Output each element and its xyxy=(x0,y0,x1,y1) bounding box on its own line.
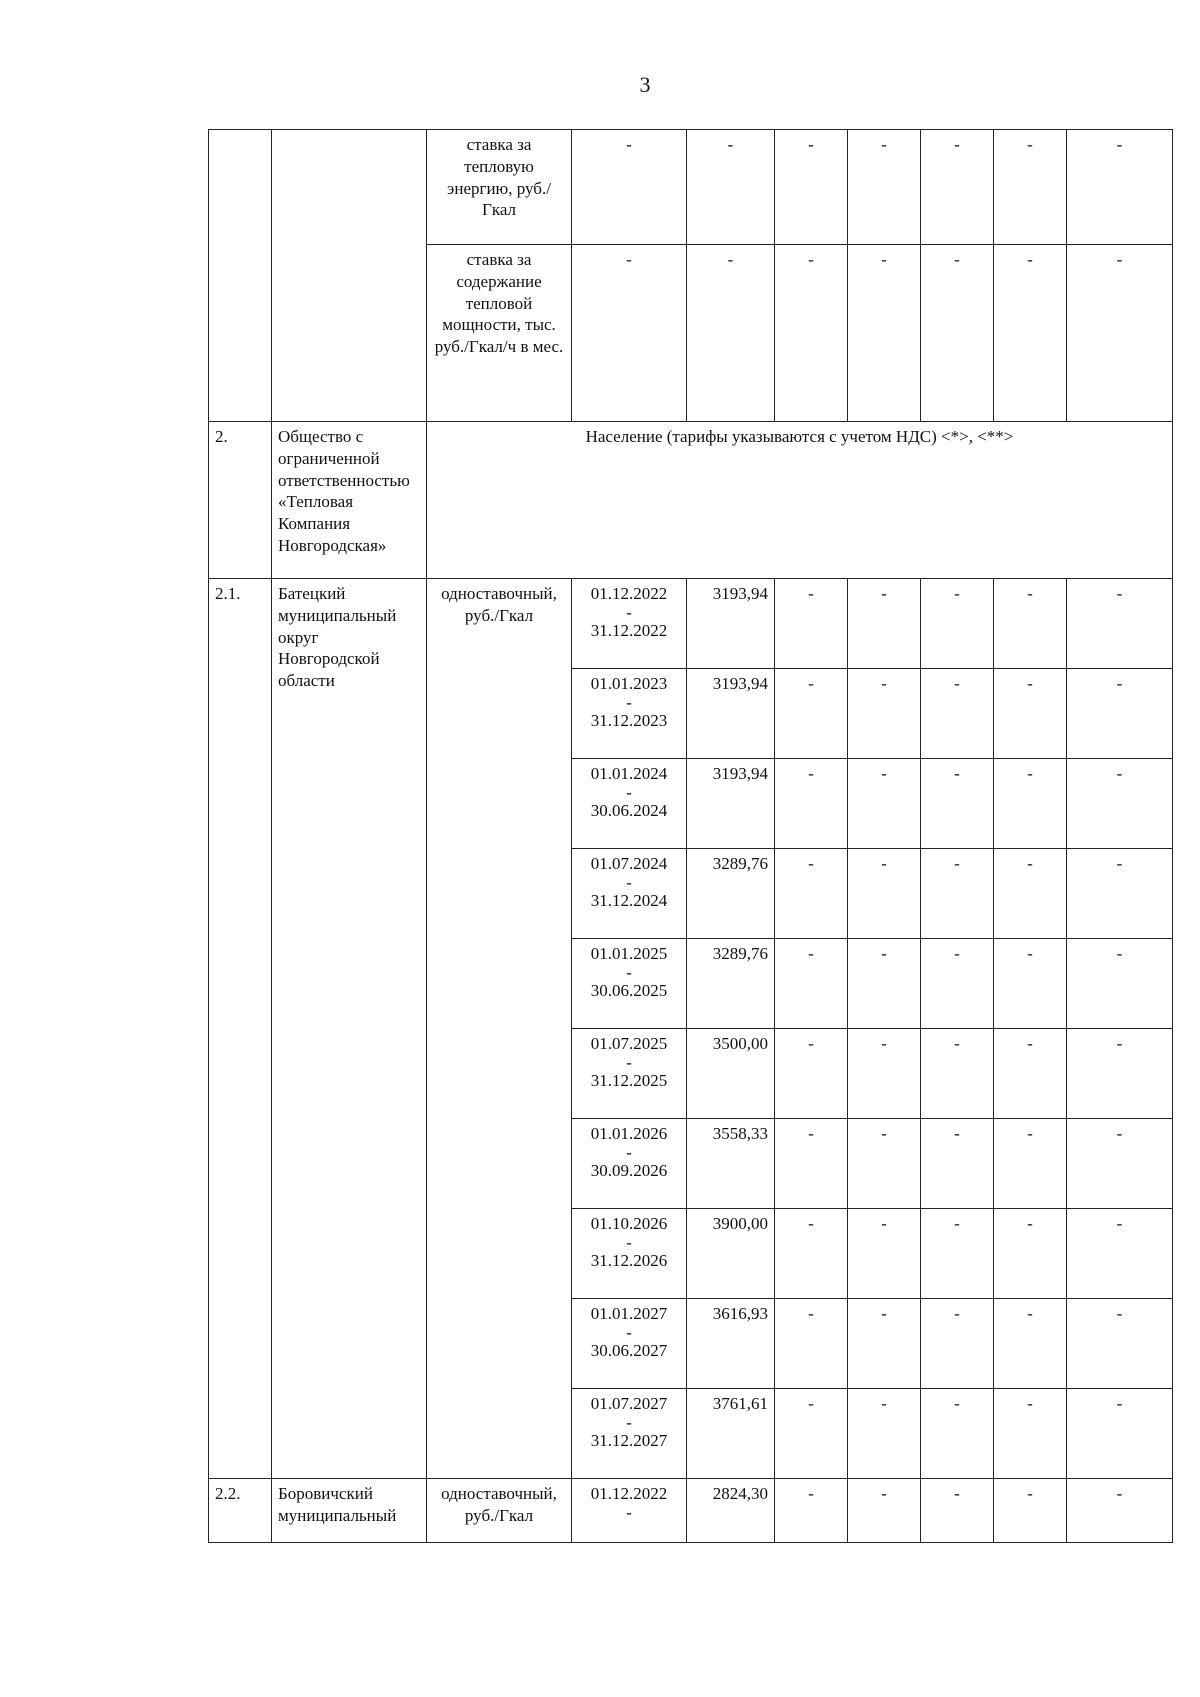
period-from: 01.10.2026 xyxy=(590,1214,668,1233)
dash-cell: - xyxy=(848,579,921,669)
rate-label: ставка за содержание тепловой мощности, тыс. руб./Гкал/ч в мес. xyxy=(427,245,572,422)
period-cell xyxy=(572,939,687,1029)
tariff-value: 3289,76 xyxy=(687,849,775,939)
period-from: 01.01.2026 xyxy=(590,1124,668,1143)
period-separator: - xyxy=(626,1052,632,1072)
dash-cell: - xyxy=(921,849,994,939)
dash-cell: - xyxy=(1067,849,1173,939)
period-cell xyxy=(572,1299,687,1389)
tariff-value: 3289,76 xyxy=(687,939,775,1029)
period-from: 01.07.2024 xyxy=(590,854,668,873)
dash-cell: - xyxy=(994,1119,1067,1209)
period-cell xyxy=(572,1479,687,1543)
dash-cell: - xyxy=(921,245,994,422)
dash-cell: - xyxy=(921,1209,994,1299)
period-from: 01.12.2022 xyxy=(590,584,668,603)
dash-cell: - xyxy=(921,1029,994,1119)
period-separator: - xyxy=(626,1322,632,1342)
dash-cell: - xyxy=(848,1209,921,1299)
dash-cell: - xyxy=(775,245,848,422)
dash-cell: - xyxy=(1067,1299,1173,1389)
period-separator: - xyxy=(626,872,632,892)
period-cell xyxy=(572,579,687,669)
period-separator: - xyxy=(626,602,632,622)
dash-cell: - xyxy=(848,130,921,245)
dash-cell: - xyxy=(775,759,848,849)
period-to: 30.06.2027 xyxy=(590,1341,668,1361)
dash-cell: - xyxy=(994,759,1067,849)
period-from: 01.01.2027 xyxy=(590,1304,668,1323)
dash-cell: - xyxy=(994,1389,1067,1479)
period-separator: - xyxy=(626,1412,632,1432)
period-separator: - xyxy=(626,1232,632,1252)
dash-cell: - xyxy=(775,849,848,939)
period-separator: - xyxy=(626,782,632,802)
period-from: 01.07.2025 xyxy=(590,1034,668,1053)
dash-cell: - xyxy=(687,245,775,422)
page-number: 3 xyxy=(639,72,651,97)
tariff-value: 3193,94 xyxy=(687,669,775,759)
period-to: 31.12.2027 xyxy=(590,1431,668,1451)
period-to: 31.12.2025 xyxy=(590,1071,668,1091)
section-number: 2. xyxy=(209,422,272,579)
dash-cell: - xyxy=(994,579,1067,669)
table-row xyxy=(209,579,1173,669)
tariff-value: 2824,30 xyxy=(687,1479,775,1543)
tariff-table xyxy=(208,129,1173,1543)
dash-cell: - xyxy=(848,245,921,422)
dash-cell: - xyxy=(775,130,848,245)
tariff-value: 3900,00 xyxy=(687,1209,775,1299)
rate-label: ставка за тепловую энергию, руб./Гкал xyxy=(427,130,572,245)
period-cell xyxy=(572,1119,687,1209)
dash-cell: - xyxy=(848,849,921,939)
empty-number-cell xyxy=(209,130,272,422)
period-to: 31.12.2026 xyxy=(590,1251,668,1271)
dash-cell: - xyxy=(572,245,687,422)
tariff-value: 3616,93 xyxy=(687,1299,775,1389)
dash-cell: - xyxy=(994,939,1067,1029)
period-from: 01.07.2027 xyxy=(590,1394,668,1413)
dash-cell: - xyxy=(921,1299,994,1389)
period-cell xyxy=(572,669,687,759)
dash-cell: - xyxy=(994,1299,1067,1389)
dash-cell: - xyxy=(848,669,921,759)
period-cell xyxy=(572,1209,687,1299)
period-cell xyxy=(572,849,687,939)
dash-cell: - xyxy=(775,939,848,1029)
tariff-value: 3500,00 xyxy=(687,1029,775,1119)
tariff-type: одноставочный, руб./Гкал xyxy=(427,579,572,1479)
dash-cell: - xyxy=(775,1479,848,1543)
dash-cell: - xyxy=(572,130,687,245)
district-name: Боровичский муниципальный xyxy=(272,1479,427,1543)
period-to: 30.09.2026 xyxy=(590,1161,668,1181)
dash-cell: - xyxy=(775,1389,848,1479)
period-separator: - xyxy=(626,962,632,982)
row-number: 2.2. xyxy=(209,1479,272,1543)
dash-cell: - xyxy=(1067,579,1173,669)
consumer-category: Население (тарифы указываются с учетом НДС) <*>, <**> xyxy=(427,422,1173,579)
dash-cell: - xyxy=(848,939,921,1029)
dash-cell: - xyxy=(848,1299,921,1389)
dash-cell: - xyxy=(994,130,1067,245)
dash-cell: - xyxy=(921,1479,994,1543)
dash-cell: - xyxy=(1067,1029,1173,1119)
period-from: 01.12.2022 xyxy=(590,1484,668,1503)
dash-cell: - xyxy=(1067,1479,1173,1543)
period-to: 30.06.2025 xyxy=(590,981,668,1001)
dash-cell: - xyxy=(921,1119,994,1209)
dash-cell: - xyxy=(775,1299,848,1389)
district-name: Батецкий муниципальный округ Новгородской области xyxy=(272,579,427,1479)
period-separator: - xyxy=(626,1502,632,1522)
period-from: 01.01.2025 xyxy=(590,944,668,963)
period-to: 31.12.2023 xyxy=(590,711,668,731)
empty-name-cell xyxy=(272,130,427,422)
dash-cell: - xyxy=(848,1119,921,1209)
period-from: 01.01.2024 xyxy=(590,764,668,783)
dash-cell: - xyxy=(1067,130,1173,245)
dash-cell: - xyxy=(775,669,848,759)
dash-cell: - xyxy=(1067,939,1173,1029)
organization-name: Общество с ограниченной ответственностью «Тепловая Компания Новгородская» xyxy=(272,422,427,579)
dash-cell: - xyxy=(921,579,994,669)
dash-cell: - xyxy=(848,759,921,849)
tariff-value: 3761,61 xyxy=(687,1389,775,1479)
dash-cell: - xyxy=(687,130,775,245)
period-from: 01.01.2023 xyxy=(590,674,668,693)
period-to: 31.12.2022 xyxy=(590,621,668,641)
dash-cell: - xyxy=(921,1389,994,1479)
dash-cell: - xyxy=(775,579,848,669)
dash-cell: - xyxy=(775,1119,848,1209)
dash-cell: - xyxy=(1067,1389,1173,1479)
row-number: 2.1. xyxy=(209,579,272,1479)
dash-cell: - xyxy=(775,1029,848,1119)
dash-cell: - xyxy=(1067,245,1173,422)
dash-cell: - xyxy=(848,1029,921,1119)
period-cell xyxy=(572,759,687,849)
dash-cell: - xyxy=(994,1479,1067,1543)
period-to: 30.06.2024 xyxy=(590,801,668,821)
period-separator: - xyxy=(626,692,632,712)
dash-cell: - xyxy=(921,939,994,1029)
dash-cell: - xyxy=(994,1029,1067,1119)
dash-cell: - xyxy=(994,245,1067,422)
dash-cell: - xyxy=(1067,759,1173,849)
tariff-value: 3558,33 xyxy=(687,1119,775,1209)
dash-cell: - xyxy=(1067,669,1173,759)
period-cell xyxy=(572,1029,687,1119)
table-row xyxy=(209,1479,1173,1543)
dash-cell: - xyxy=(921,130,994,245)
tariff-type: одноставочный, руб./Гкал xyxy=(427,1479,572,1543)
dash-cell: - xyxy=(848,1389,921,1479)
table-row xyxy=(209,422,1173,579)
dash-cell: - xyxy=(775,1209,848,1299)
dash-cell: - xyxy=(921,759,994,849)
dash-cell: - xyxy=(1067,1209,1173,1299)
tariff-value: 3193,94 xyxy=(687,759,775,849)
dash-cell: - xyxy=(1067,1119,1173,1209)
dash-cell: - xyxy=(848,1479,921,1543)
dash-cell: - xyxy=(994,1209,1067,1299)
period-separator: - xyxy=(626,1142,632,1162)
dash-cell: - xyxy=(994,669,1067,759)
dash-cell: - xyxy=(994,849,1067,939)
period-to: 31.12.2024 xyxy=(590,891,668,911)
period-cell xyxy=(572,1389,687,1479)
table-row xyxy=(209,130,1173,245)
dash-cell: - xyxy=(921,669,994,759)
tariff-value: 3193,94 xyxy=(687,579,775,669)
